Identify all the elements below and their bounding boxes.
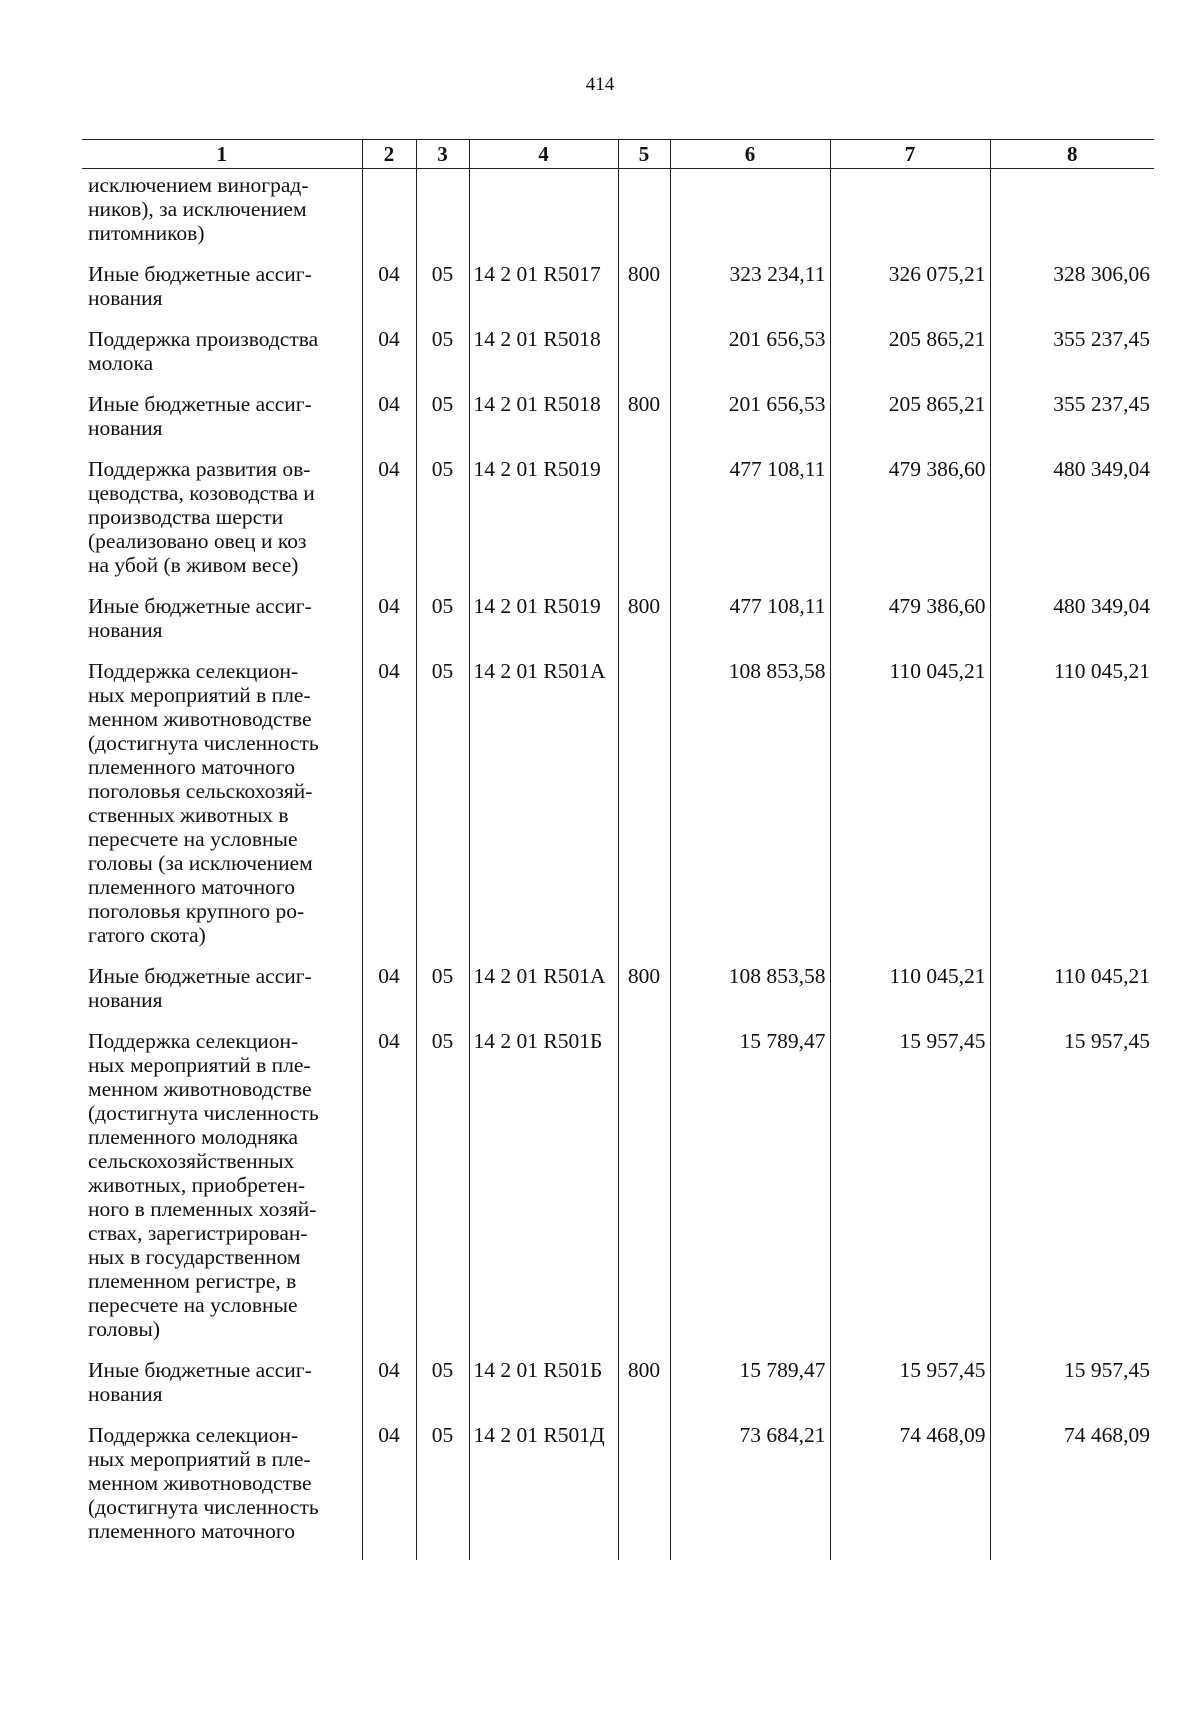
section-code: 04 <box>362 1358 416 1423</box>
row-name: Иные бюджетные ассиг- нования <box>88 594 312 642</box>
section-code: 04 <box>362 594 416 659</box>
row-name: Иные бюджетные ассиг- нования <box>88 1358 312 1406</box>
expense-type-code: 800 <box>618 262 670 327</box>
row-name: Поддержка селекцион- ных мероприятий в пле- менном животноводстве (достигнута численность племенного маточного <box>88 1423 319 1543</box>
amount-col-8: 328 306,06 <box>990 262 1154 327</box>
subsection-code: 05 <box>416 964 469 1029</box>
amount-col-7: 110 045,21 <box>830 659 990 964</box>
amount-col-7: 110 045,21 <box>830 964 990 1029</box>
amount-col-8: 480 349,04 <box>990 594 1154 659</box>
subsection-code: 05 <box>416 392 469 457</box>
amount-col-6: 323 234,11 <box>670 262 830 327</box>
table-row <box>82 457 1154 594</box>
subsection-code: 05 <box>416 262 469 327</box>
expense-type-code: 800 <box>618 964 670 1029</box>
amount-col-6: 15 789,47 <box>670 1029 830 1358</box>
page-number: 414 <box>585 74 615 95</box>
amount-col-7: 326 075,21 <box>830 262 990 327</box>
budget-table <box>82 139 1154 1560</box>
target-article-code: 14 2 01 R5019 <box>469 457 618 594</box>
header-col-1: 1 <box>82 140 362 169</box>
expense-type-code <box>618 1423 670 1560</box>
amount-col-8: 15 957,45 <box>990 1358 1154 1423</box>
expense-type-code: 800 <box>618 392 670 457</box>
row-name: Иные бюджетные ассиг- нования <box>88 392 312 440</box>
table-row <box>82 594 1154 659</box>
target-article-code: 14 2 01 R5019 <box>469 594 618 659</box>
table-row <box>82 262 1154 327</box>
amount-col-7: 205 865,21 <box>830 392 990 457</box>
subsection-code: 05 <box>416 659 469 964</box>
table-row <box>82 169 1154 263</box>
target-article-code: 14 2 01 R501Б <box>469 1029 618 1358</box>
amount-col-7: 15 957,45 <box>830 1029 990 1358</box>
target-article-code: 14 2 01 R5017 <box>469 262 618 327</box>
amount-col-8: 110 045,21 <box>990 964 1154 1029</box>
amount-col-7: 479 386,60 <box>830 594 990 659</box>
amount-col-8 <box>990 169 1154 263</box>
amount-col-8: 110 045,21 <box>990 659 1154 964</box>
amount-col-6: 108 853,58 <box>670 964 830 1029</box>
table-row <box>82 964 1154 1029</box>
header-col-6: 6 <box>670 140 830 169</box>
subsection-code: 05 <box>416 327 469 392</box>
subsection-code: 05 <box>416 594 469 659</box>
amount-col-8: 74 468,09 <box>990 1423 1154 1560</box>
subsection-code <box>416 169 469 263</box>
header-col-8: 8 <box>990 140 1154 169</box>
amount-col-8: 15 957,45 <box>990 1029 1154 1358</box>
amount-col-6: 477 108,11 <box>670 457 830 594</box>
amount-col-8: 355 237,45 <box>990 392 1154 457</box>
header-col-7: 7 <box>830 140 990 169</box>
expense-type-code <box>618 327 670 392</box>
table-row <box>82 327 1154 392</box>
amount-col-8: 355 237,45 <box>990 327 1154 392</box>
amount-col-6: 201 656,53 <box>670 392 830 457</box>
header-col-5: 5 <box>618 140 670 169</box>
amount-col-6: 477 108,11 <box>670 594 830 659</box>
amount-col-6: 201 656,53 <box>670 327 830 392</box>
amount-col-7: 15 957,45 <box>830 1358 990 1423</box>
subsection-code: 05 <box>416 1358 469 1423</box>
header-col-4: 4 <box>469 140 618 169</box>
row-name: Поддержка производства молока <box>88 327 319 375</box>
section-code: 04 <box>362 659 416 964</box>
target-article-code: 14 2 01 R5018 <box>469 392 618 457</box>
row-name: Поддержка селекцион- ных мероприятий в пле- менном животноводстве (достигнута численность племенного маточного поголовья сельскохозяй- ственных животных в пересчете на условные головы (за исключением племенного маточного поголовья крупного ро- гатого скота) <box>88 659 319 947</box>
target-article-code: 14 2 01 R5018 <box>469 327 618 392</box>
amount-col-7: 205 865,21 <box>830 327 990 392</box>
section-code: 04 <box>362 964 416 1029</box>
section-code: 04 <box>362 327 416 392</box>
amount-col-7: 74 468,09 <box>830 1423 990 1560</box>
section-code: 04 <box>362 457 416 594</box>
row-name: Иные бюджетные ассиг- нования <box>88 262 312 310</box>
section-code: 04 <box>362 262 416 327</box>
table-row <box>82 1029 1154 1358</box>
amount-col-6 <box>670 169 830 263</box>
table-row <box>82 392 1154 457</box>
target-article-code: 14 2 01 R501Б <box>469 1358 618 1423</box>
subsection-code: 05 <box>416 1423 469 1560</box>
expense-type-code <box>618 169 670 263</box>
header-col-2: 2 <box>362 140 416 169</box>
expense-type-code: 800 <box>618 1358 670 1423</box>
target-article-code: 14 2 01 R501А <box>469 659 618 964</box>
row-name: исключением виноград- ников), за исключением питомников) <box>88 173 309 245</box>
table-row <box>82 1358 1154 1423</box>
amount-col-6: 15 789,47 <box>670 1358 830 1423</box>
expense-type-code: 800 <box>618 594 670 659</box>
subsection-code: 05 <box>416 457 469 594</box>
header-row <box>82 140 1154 169</box>
amount-col-8: 480 349,04 <box>990 457 1154 594</box>
table-row <box>82 1423 1154 1560</box>
section-code: 04 <box>362 392 416 457</box>
target-article-code: 14 2 01 R501А <box>469 964 618 1029</box>
expense-type-code <box>618 1029 670 1358</box>
row-name: Поддержка развития ов- цеводства, козоводства и производства шерсти (реализовано овец и коз на убой (в живом весе) <box>88 457 315 577</box>
subsection-code: 05 <box>416 1029 469 1358</box>
target-article-code <box>469 169 618 263</box>
section-code: 04 <box>362 1029 416 1358</box>
expense-type-code <box>618 457 670 594</box>
amount-col-6: 73 684,21 <box>670 1423 830 1560</box>
section-code <box>362 169 416 263</box>
header-col-3: 3 <box>416 140 469 169</box>
row-name: Поддержка селекцион- ных мероприятий в пле- менном животноводстве (достигнута численность племенного молодняка сельскохозяйственных животных, приобретен- ного в племенных хозяй- ствах, зарегистрирован- ных в государственном племенном регистре, в пересчете на условные головы) <box>88 1029 319 1341</box>
amount-col-7 <box>830 169 990 263</box>
row-name: Иные бюджетные ассиг- нования <box>88 964 312 1012</box>
amount-col-7: 479 386,60 <box>830 457 990 594</box>
table-row <box>82 659 1154 964</box>
target-article-code: 14 2 01 R501Д <box>469 1423 618 1560</box>
section-code: 04 <box>362 1423 416 1560</box>
amount-col-6: 108 853,58 <box>670 659 830 964</box>
expense-type-code <box>618 659 670 964</box>
